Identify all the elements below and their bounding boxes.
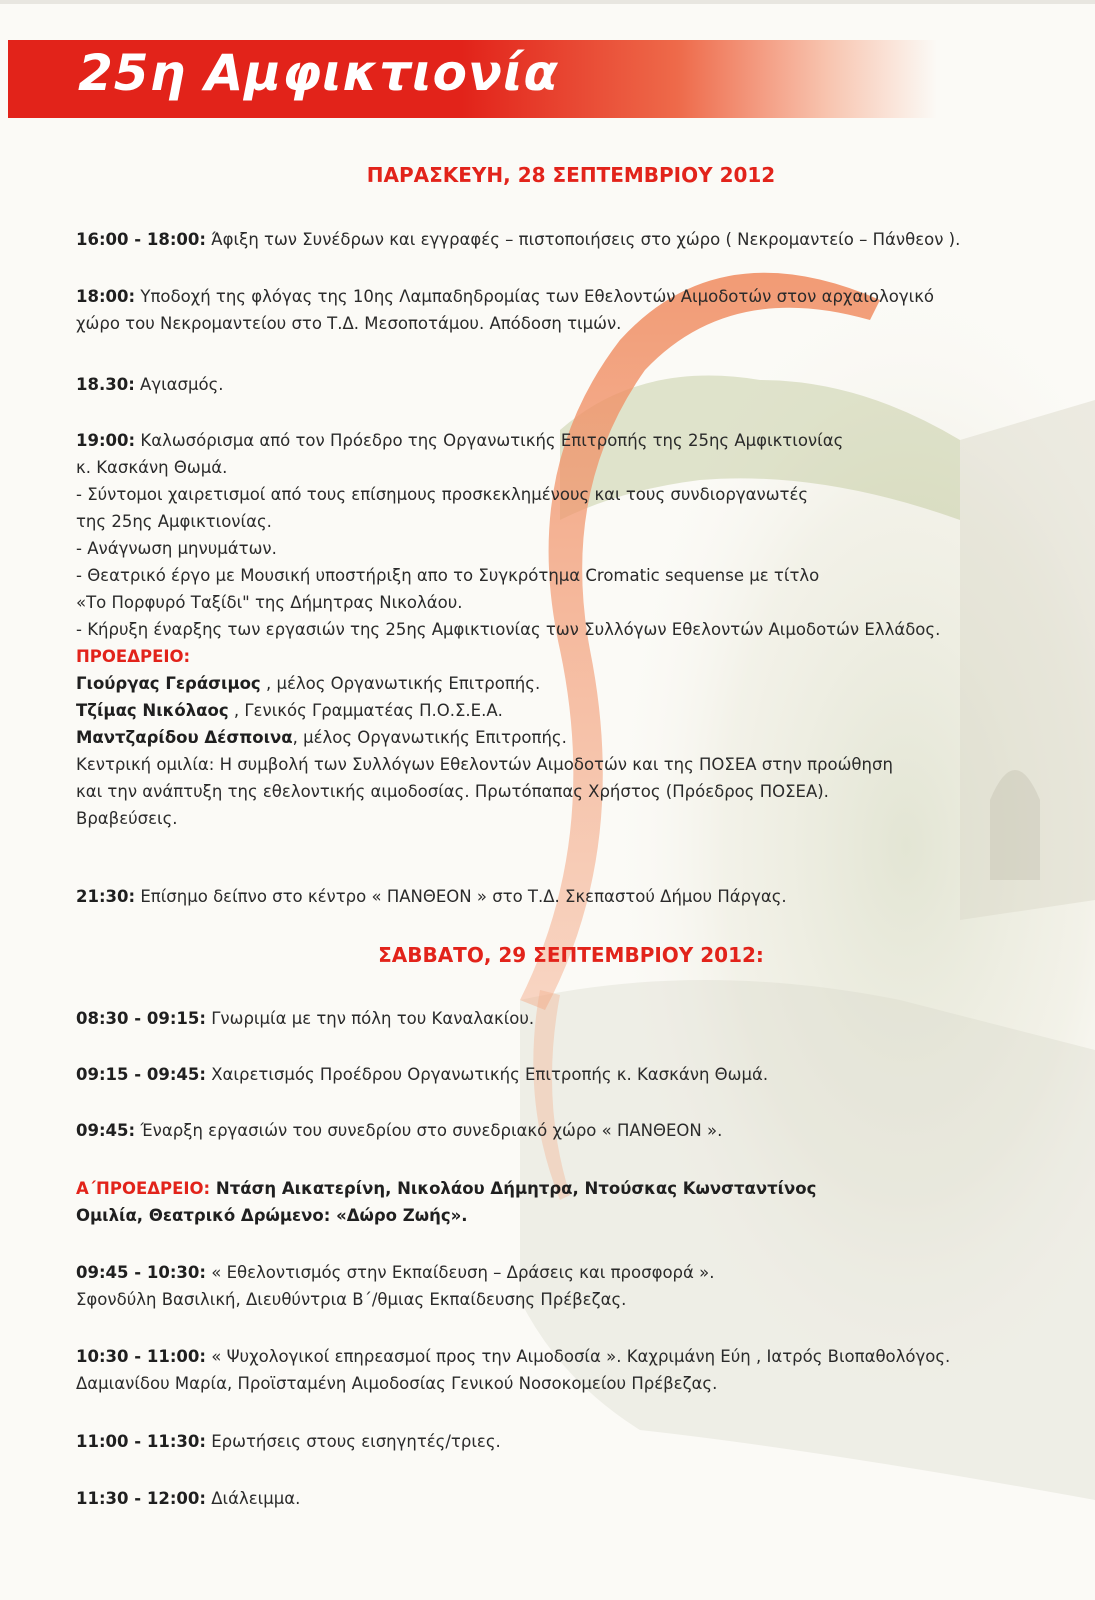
entry-time: 08:30 - 09:15: (76, 1009, 206, 1028)
entry-time: 09:45 - 10:30: (76, 1263, 206, 1282)
entry-text: Υποδοχή της φλόγας της 10ης Λαμπαδηδρομίας των Εθελοντών Αιμοδοτών στον αρχαιολογικό (135, 287, 935, 306)
entry-line: - Ανάγνωση μηνυμάτων. (76, 539, 277, 558)
entry-text: Αγιασμός. (134, 375, 224, 394)
entry-line: - Κήρυξη έναρξης των εργασιών της 25ης Αμφικτιονίας των Συλλόγων Εθελοντών Αιμοδοτών Ελλάδος. (76, 620, 941, 639)
entry-time: 21:30: (76, 887, 136, 906)
header-banner (8, 40, 1088, 118)
entry-line: της 25ης Αμφικτιονίας. (76, 512, 272, 531)
entry-time: 18:00: (76, 287, 136, 306)
saturday-presidium (76, 1175, 1066, 1229)
saturday-entry-4 (76, 1259, 1066, 1313)
entry-text: Γνωριμία με την πόλη του Καναλακίου. (205, 1009, 535, 1028)
entry-continuation: Δαμιανίδου Μαρία, Προϊσταμένη Αιμοδοσίας Γενικού Νοσοκομείου Πρέβεζας. (76, 1374, 718, 1393)
saturday-entry-6 (76, 1428, 1066, 1455)
entry-time: 18.30: (76, 375, 135, 394)
entry-time: 09:15 - 09:45: (76, 1065, 206, 1084)
entry-text: Καλωσόρισμα από τον Πρόεδρο της Οργανωτικής Επιτροπής της 25ης Αμφικτιονίας (135, 431, 844, 450)
entry-line: - Σύντομοι χαιρετισμοί από τους επίσημους προσκεκλημένους και τους συνδιοργανωτές (76, 485, 809, 504)
presidium-label: ΠΡΟΕΔΡΕΙΟ: (76, 647, 191, 666)
entry-time: 16:00 - 18:00: (76, 230, 206, 249)
friday-heading: ΠΑΡΑΣΚΕΥΗ, 28 ΣΕΠΤΕΜΒΡΙΟΥ 2012 (366, 163, 776, 187)
entry-line: Βραβεύσεις. (76, 809, 178, 828)
saturday-entry-2 (76, 1061, 1066, 1088)
entry-line: και την ανάπτυξη της εθελοντικής αιμοδοσίας. Πρωτόπαπας Χρήστος (Πρόεδρος ΠΟΣΕΑ). (76, 782, 829, 801)
friday-entry-3 (76, 371, 1066, 398)
saturday-entry-7 (76, 1485, 1066, 1512)
entry-text: Χαιρετισμός Προέδρου Οργανωτικής Επιτροπής κ. Κασκάνη Θωμά. (205, 1065, 769, 1084)
entry-time: 09:45: (76, 1121, 136, 1140)
entry-continuation: Σφονδύλη Βασιλική, Διευθύντρια Β΄/θμιας Εκπαίδευσης Πρέβεζας. (76, 1290, 627, 1309)
entry-time: 11:00 - 11:30: (76, 1432, 206, 1451)
presidium-member-role: , μέλος Οργανωτικής Επιτροπής. (260, 674, 541, 693)
presidium-speech: Ομιλία, Θεατρικό Δρώμενο: «Δώρο Ζωής». (76, 1206, 468, 1225)
entry-text: Έναρξη εργασιών του συνεδρίου στο συνεδριακό χώρο « ΠΑΝΘΕΟΝ ». (135, 1121, 723, 1140)
entry-text: « Ψυχολογικοί επηρεασμοί προς την Αιμοδοσία ». Καχριμάνη Εύη , Ιατρός Βιοπαθολόγος. (205, 1347, 951, 1366)
presidium-member-name: Γιούργας Γεράσιμος (76, 674, 261, 693)
presidium-member-name: Μαντζαρίδου Δέσποινα (76, 728, 293, 747)
entry-text: « Εθελοντισμός στην Εκπαίδευση – Δράσεις και προσφορά ». (205, 1263, 715, 1282)
presidium-member-name: Τζίμας Νικόλαος (76, 701, 229, 720)
entry-continuation: χώρο του Νεκρομαντείου στο Τ.Δ. Μεσοποτάμου. Απόδοση τιμών. (76, 314, 622, 333)
entry-text: Διάλειμμα. (205, 1489, 301, 1508)
entry-line: κ. Κασκάνη Θωμά. (76, 458, 228, 477)
entry-line: Κεντρική ομιλία: Η συμβολή των Συλλόγων Εθελοντών Αιμοδοτών και της ΠΟΣΕΑ στην προώθηση (76, 755, 893, 774)
entry-line: «Το Πορφυρό Ταξίδι" της Δήμητρας Νικολάου. (76, 593, 463, 612)
entry-time: 10:30 - 11:00: (76, 1347, 206, 1366)
friday-entry-2 (76, 283, 1066, 337)
presidium-member-role: , μέλος Οργανωτικής Επιτροπής. (292, 728, 567, 747)
header-title: 25η Αμφικτιονία (78, 44, 559, 102)
presidium-label: Α΄ΠΡΟΕΔΡΕΙΟ: (76, 1179, 211, 1198)
saturday-entry-5 (76, 1343, 1066, 1397)
entry-text: Άφιξη των Συνέδρων και εγγραφές – πιστοποιήσεις στο χώρο ( Νεκρομαντείο – Πάνθεον ). (205, 230, 961, 249)
entry-time: 11:30 - 12:00: (76, 1489, 206, 1508)
entry-text: Επίσημο δείπνο στο κέντρο « ΠΑΝΘΕΟΝ » στο Τ.Δ. Σκεπαστού Δήμου Πάργας. (135, 887, 787, 906)
friday-entry-5 (76, 883, 1066, 910)
saturday-heading: ΣΑΒΒΑΤΟ, 29 ΣΕΠΤΕΜΒΡΙΟΥ 2012: (378, 943, 764, 967)
friday-entry-1 (76, 226, 1066, 253)
saturday-entry-1 (76, 1005, 1066, 1032)
entry-text: Ερωτήσεις στους εισηγητές/τριες. (205, 1432, 501, 1451)
saturday-entry-3 (76, 1117, 1066, 1144)
entry-line: - Θεατρικό έργο με Μουσική υποστήριξη απο το Συγκρότημα Cromatic sequense με τίτλο (76, 566, 820, 585)
friday-entry-4 (76, 427, 1066, 832)
presidium-names: Ντάση Αικατερίνη, Νικολάου Δήμητρα, Ντούσκας Κωνσταντίνος (210, 1179, 817, 1198)
presidium-member-role: , Γενικός Γραμματέας Π.Ο.Σ.Ε.Α. (228, 701, 503, 720)
entry-time: 19:00: (76, 431, 136, 450)
